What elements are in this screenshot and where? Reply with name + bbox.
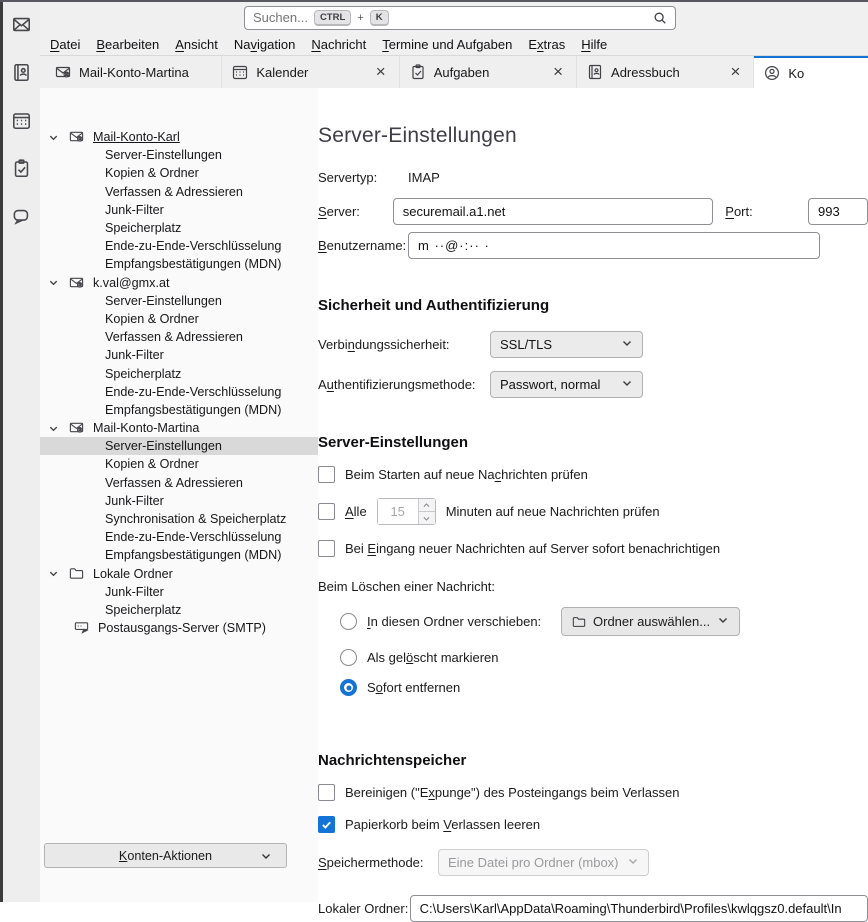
kbd-k: K [370,10,389,26]
interval-spinner[interactable]: 15 [377,498,436,525]
account-tree [40,88,318,637]
menu-extras[interactable]: Extras [528,36,566,52]
security-section-heading: Sicherheit und Authentifizierung [318,297,550,314]
account-name: Mail-Konto-Karl [93,130,180,145]
menu-navigation[interactable]: Navigation [233,36,296,52]
auth-method-dropdown[interactable]: Passwort, normal [490,371,643,398]
search-placeholder: Suchen... [253,10,308,25]
account-settings-icon [764,65,780,81]
global-search-input[interactable] [244,6,676,30]
username-label: Benutzername: [318,238,407,253]
check-interval-suffix: Minuten auf neue Nachrichten prüfen [445,504,660,519]
servertype-label: Servertyp: [318,170,378,185]
menu-bearbeiten[interactable]: Bearbeiten [96,36,160,52]
connection-security-label: Verbindungssicherheit: [318,337,450,352]
kbd-ctrl: CTRL [314,10,351,26]
top-toolbar [40,2,868,33]
mark-deleted-label: Als gelöscht markieren [367,650,499,665]
port-label: Port: [725,204,753,219]
tab-aufgaben[interactable] [400,56,577,88]
expunge-label: Bereinigen ("Expunge") des Posteingangs beim Verlassen [345,785,680,800]
spinner-down-icon[interactable] [419,511,435,524]
tab-label: Kalender [256,64,309,80]
tree-item[interactable]: Kopien & Ordner [105,457,199,472]
app-window [0,2,868,916]
menubar [40,33,868,56]
tree-item[interactable]: Ende-zu-Ende-Verschlüsselung [105,239,282,254]
folder-icon [572,615,586,629]
account-name: k.val@gmx.at [93,275,170,290]
tree-item[interactable]: Speicherplatz [105,221,182,236]
server-hostname-input[interactable] [393,198,714,225]
tree-item[interactable]: Synchronisation & Speicherplatz [105,512,287,527]
folder-icon [69,566,85,582]
server-settings-heading: Server-Einstellungen [318,434,469,451]
server-label: Server: [318,204,360,219]
check-interval-checkbox[interactable] [318,503,335,520]
tab-label: Adressbuch [611,64,680,80]
spaces-toolbar [0,2,40,902]
tree-item[interactable]: Server-Einstellungen [105,148,222,163]
check-interval-label: Alle [345,504,367,519]
chevron-down-icon [621,377,633,392]
tab-label: Ko [788,65,805,81]
close-tab-icon[interactable]: × [553,62,564,81]
mail-account-icon [69,275,85,291]
menu-hilfe[interactable]: Hilfe [581,36,608,52]
chevron-down-icon [621,337,633,352]
tree-item[interactable]: Verfassen & Adressieren [105,330,243,345]
choose-folder-button[interactable]: Ordner auswählen... [561,607,740,636]
tree-account-karl[interactable] [40,128,318,146]
port-input[interactable] [808,198,868,225]
tab-label: Aufgaben [433,64,490,80]
expunge-checkbox[interactable] [318,784,335,801]
tree-item[interactable]: Empfangsbestätigungen (MDN) [105,402,282,417]
delete-behavior-label: Beim Löschen einer Nachricht: [318,579,496,594]
account-name: Mail-Konto-Martina [93,421,200,436]
tree-local-folders[interactable] [40,565,318,583]
chevron-down-icon[interactable] [48,568,59,579]
tree-item[interactable]: Junk-Filter [105,493,164,508]
storage-method-dropdown: Eine Datei pro Ordner (mbox) [438,849,649,876]
close-tab-icon[interactable]: × [730,62,741,81]
tree-item[interactable]: Ende-zu-Ende-Verschlüsselung [105,530,282,545]
calendar-space-icon[interactable] [10,108,34,132]
username-input[interactable] [408,232,820,259]
tree-item[interactable]: Junk-Filter [105,348,164,363]
tree-item[interactable]: Server-Einstellungen [105,293,222,308]
tab-bar [40,56,868,88]
tree-item[interactable]: Kopien & Ordner [105,311,199,326]
search-icon [653,11,667,25]
empty-trash-checkbox[interactable] [318,816,335,833]
addressbook-icon [587,64,603,80]
close-tab-icon[interactable]: × [375,62,386,81]
storage-method-label: Speichermethode: [318,855,424,870]
push-notify-checkbox[interactable] [318,540,335,557]
addressbook-space-icon[interactable] [10,60,34,84]
push-notify-label: Bei Eingang neuer Nachrichten auf Server sofort benachrichtigen [345,541,721,556]
mark-deleted-radio[interactable] [340,649,357,666]
menu-termine[interactable]: Termine und Aufgaben [382,36,513,52]
tab-label: Mail-Konto-Martina [79,64,189,80]
empty-trash-label: Papierkorb beim Verlassen leeren [345,817,541,832]
remove-immediately-radio[interactable] [340,679,357,696]
tree-item[interactable]: Verfassen & Adressieren [105,184,243,199]
mail-account-icon [69,129,85,145]
check-on-startup-checkbox[interactable] [318,466,335,483]
menu-nachricht[interactable]: Nachricht [311,36,367,52]
tree-item[interactable]: Junk-Filter [105,202,164,217]
check-on-startup-label: Beim Starten auf neue Nachrichten prüfen [345,467,588,482]
mail-account-icon [55,64,71,80]
tree-account-gmx[interactable] [40,274,318,292]
page-title: Server-Einstellungen [318,124,517,147]
move-to-folder-label: In diesen Ordner verschieben: [367,614,542,629]
tree-item[interactable]: Speicherplatz [105,366,182,381]
tab-mail[interactable] [45,56,222,88]
connection-security-dropdown[interactable]: SSL/TLS [490,331,643,358]
local-directory-input[interactable] [410,895,868,922]
accounts-sidebar [40,88,318,902]
tree-item[interactable]: Junk-Filter [105,584,164,599]
chevron-down-icon[interactable] [48,277,59,288]
tab-kontoeinstellungen[interactable] [754,56,868,88]
tree-item[interactable]: Ende-zu-Ende-Verschlüsselung [105,384,282,399]
message-storage-heading: Nachrichtenspeicher [318,752,467,769]
tab-kalender[interactable] [222,56,399,88]
smtp-label: Postausgangs-Server (SMTP) [98,621,266,636]
mail-account-icon [69,420,85,436]
chevron-down-icon [627,855,639,870]
account-actions-button[interactable] [44,843,287,868]
account-name: Lokale Ordner [93,566,173,581]
auth-method-label: Authentifizierungsmethode: [318,377,476,392]
chevron-down-icon [260,850,272,865]
smtp-server-icon [74,620,90,636]
tab-adressbuch[interactable] [577,56,754,88]
servertype-value: IMAP [408,170,440,185]
tasks-icon [410,64,426,80]
calendar-icon [232,64,248,80]
account-actions-label: Konten-Aktionen [118,848,213,863]
server-settings-panel [318,88,868,916]
chat-space-icon[interactable] [10,204,34,228]
kbd-plus: + [357,11,364,24]
tree-item-server-einstellungen-selected[interactable]: Server-Einstellungen [40,437,318,455]
tree-item[interactable]: Verfassen & Adressieren [105,475,243,490]
tree-smtp-server[interactable] [40,619,318,637]
tasks-space-icon[interactable] [10,156,34,180]
tree-item[interactable]: Speicherplatz [105,602,182,617]
menu-datei[interactable]: Datei [50,36,81,52]
chevron-down-icon[interactable] [48,423,59,434]
tree-item[interactable]: Empfangsbestätigungen (MDN) [105,257,282,272]
move-to-folder-radio[interactable] [340,613,357,630]
chevron-down-icon[interactable] [48,132,59,143]
spinner-up-icon[interactable] [419,499,435,511]
mail-space-icon[interactable] [10,12,34,36]
menu-ansicht[interactable]: Ansicht [175,36,218,52]
local-directory-label: Lokaler Ordner: [318,901,409,916]
remove-immediately-label: Sofort entfernen [367,680,461,695]
tree-item[interactable]: Empfangsbestätigungen (MDN) [105,548,282,563]
tree-account-martina[interactable] [40,419,318,437]
chevron-down-icon [717,614,729,629]
tree-item[interactable]: Kopien & Ordner [105,166,199,181]
